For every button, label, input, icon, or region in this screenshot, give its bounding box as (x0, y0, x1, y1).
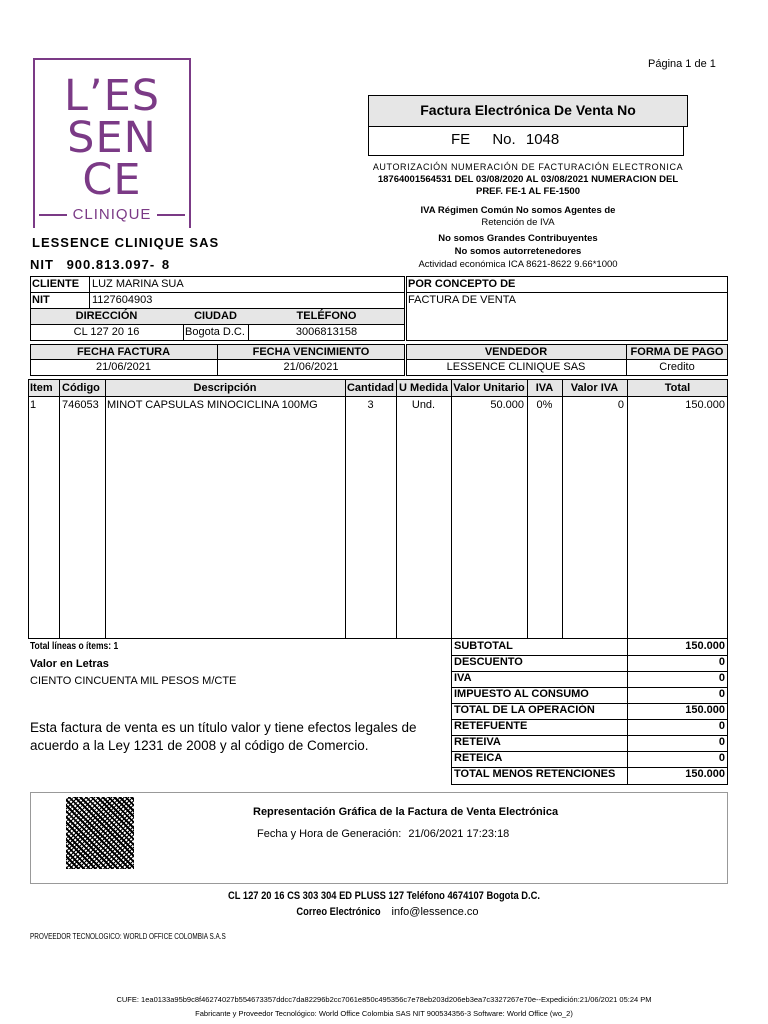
reteiva-label: RETEIVA (454, 736, 501, 748)
vendedor-label: VENDEDOR (484, 346, 548, 358)
valor-letras: CIENTO CINCUENTA MIL PESOS M/CTE (30, 675, 237, 687)
logo-line-3: CE (82, 155, 142, 205)
row-valor-iva: 0 (617, 399, 624, 411)
forma-pago-label: FORMA DE PAGO (630, 346, 724, 358)
total-operacion-label: TOTAL DE LA OPERACIÓN (454, 704, 595, 716)
col-item: Item (30, 382, 53, 394)
descuento-value: 0 (718, 656, 725, 668)
invoice-number-box (368, 126, 684, 156)
logo-clinique (33, 206, 191, 223)
cufe-line: CUFE: 1ea0133a95b9c8f46274027b554673357ddcc7da82296b2cc7061e850c495356c7e78eb203d206eb3ea7c3327267e70e--Expedición:21/06/2021 05:24 PM (116, 995, 652, 1004)
footer-address: CL 127 20 16 CS 303 304 ED PLUSS 127 Teléfono 4674107 Bogota D.C. (227, 890, 540, 902)
totals-row-reteica (452, 751, 728, 768)
totals-row-iva (452, 671, 728, 688)
reteica-value: 0 (718, 752, 725, 764)
client-nit-label: NIT (32, 294, 50, 306)
ciudad-label: CIUDAD (194, 310, 237, 322)
generation-value: 21/06/2021 17:23:18 (408, 828, 510, 840)
email-link[interactable]: info@lessence.co (391, 906, 479, 918)
row-umedida: Und. (411, 399, 436, 411)
invoice-no-value: 1048 (525, 131, 560, 148)
col-descripcion: Descripción (193, 382, 257, 394)
valor-letras-label: Valor en Letras (30, 658, 109, 670)
iva-line-2: Retención de IVA (481, 217, 555, 228)
fecha-factura-label: FECHA FACTURA (76, 346, 171, 358)
col-cantidad: Cantidad (346, 382, 395, 394)
vendedor-value: LESSENCE CLINIQUE SAS (446, 361, 586, 373)
row-valor-unitario: 50.000 (490, 399, 524, 411)
legal-line-2: acuerdo a la Ley 1231 de 2008 y al código de Comercio. (30, 738, 369, 753)
items-table (28, 379, 728, 639)
col-iva: IVA (535, 382, 554, 394)
actividad-line: Actividad económica ICA 8621-8622 9.66*1000 (418, 259, 618, 270)
invoice-no-label: No. (492, 131, 516, 148)
row-codigo: 746053 (62, 399, 99, 411)
company-name: LESSENCE CLINIQUE SAS (32, 235, 220, 250)
fecha-venc-value: 21/06/2021 (283, 361, 339, 373)
total-menos-retenciones-value: 150.000 (685, 768, 725, 780)
row-iva: 0% (536, 399, 553, 411)
direccion-label: DIRECCIÓN (75, 310, 138, 322)
invoice-prefix: FE (451, 131, 471, 148)
forma-pago-value: Credito (659, 361, 695, 373)
client-nit-value: 1127604903 (92, 294, 153, 306)
generation-datetime (257, 828, 509, 840)
col-total: Total (664, 382, 691, 394)
retefuente-value: 0 (718, 720, 725, 732)
totals-row-reteiva (452, 735, 728, 752)
auth-line-1: AUTORIZACIÓN NUMERACIÓN DE FACTURACIÓN ELECTRONICA (372, 162, 684, 172)
telefono-label: TELÉFONO (296, 310, 357, 322)
descuento-label: DESCUENTO (454, 656, 523, 668)
cliente-value: LUZ MARINA SUA (92, 278, 184, 290)
concepto-value: FACTURA DE VENTA (408, 294, 516, 306)
company-nit-value: 900.813.097- (66, 257, 156, 272)
footer-email (0, 906, 768, 918)
generation-label: Fecha y Hora de Generación: (257, 828, 402, 840)
col-valor-unitario: Valor Unitario (453, 382, 525, 394)
page-number: Página 1 de 1 (648, 58, 716, 70)
contrib-line-1: No somos Grandes Contribuyentes (438, 233, 598, 244)
invoice-number (451, 131, 559, 148)
company-logo (33, 58, 191, 228)
logo-line-2: SEN (67, 113, 157, 163)
ciudad-value: Bogota D.C. (185, 326, 245, 338)
telefono-value: 3006813158 (295, 326, 358, 338)
subtotal-label: SUBTOTAL (454, 640, 513, 652)
impuesto-consumo-label: IMPUESTO AL CONSUMO (454, 688, 589, 700)
col-codigo: Código (62, 382, 100, 394)
qr-code (66, 797, 134, 869)
fabricante-line: Fabricante y Proveedor Tecnológico: World Office Colombia SAS NIT 900534356-3 Software: World Office (wo_2) (195, 1009, 573, 1018)
subtotal-value: 150.000 (685, 640, 725, 652)
auth-line-3: PREF. FE-1 AL FE-1500 (475, 186, 580, 197)
totals-row-impuesto-consumo (452, 687, 728, 704)
contrib-line-2: No somos autorretenedores (454, 246, 582, 257)
invoice-title-box (368, 95, 688, 127)
logo-clinique-text: CLINIQUE (72, 206, 152, 223)
iva-line-1: IVA Régimen Común No somos Agentes de (420, 205, 616, 216)
totals-row-subtotal (452, 639, 728, 656)
total-menos-retenciones-label: TOTAL MENOS RETENCIONES (454, 768, 616, 780)
row-item: 1 (30, 399, 37, 411)
totals-row-retefuente (452, 719, 728, 736)
row-descripcion: MINOT CAPSULAS MINOCICLINA 100MG (107, 399, 318, 411)
row-cantidad: 3 (367, 399, 374, 411)
impuesto-consumo-value: 0 (718, 688, 725, 700)
representation-title: Representación Gráfica de la Factura de Venta Electrónica (253, 806, 559, 818)
total-lines: Total líneas o ítems: 1 (30, 641, 119, 652)
company-nit-dv: 8 (161, 257, 171, 272)
retefuente-label: RETEFUENTE (454, 720, 528, 732)
invoice-title: Factura Electrónica De Venta No (420, 102, 636, 118)
direccion-value: CL 127 20 16 (73, 326, 140, 338)
fecha-factura-value: 21/06/2021 (95, 361, 152, 373)
col-valor-iva: Valor IVA (570, 382, 619, 394)
logo-line-1: L’ES (63, 71, 161, 121)
total-operacion-value: 150.000 (685, 704, 725, 716)
legal-line-1: Esta factura de venta es un título valor y tiene efectos legales de (30, 720, 417, 735)
reteica-label: RETEICA (454, 752, 503, 764)
fecha-venc-label: FECHA VENCIMIENTO (252, 346, 370, 358)
totals-row-total-menos-retenciones (452, 767, 728, 783)
auth-line-2: 18764001564531 DEL 03/08/2020 AL 03/08/2021 NUMERACION DEL (377, 174, 679, 185)
cliente-label: CLIENTE (32, 278, 80, 290)
iva-total-label: IVA (454, 672, 472, 684)
company-nit (30, 257, 170, 272)
row-total: 150.000 (685, 399, 725, 411)
iva-total-value: 0 (718, 672, 725, 684)
col-umedida: U Medida (399, 382, 448, 394)
proveedor-tecnologico: PROVEEDOR TECNOLOGICO: WORLD OFFICE COLOMBIA S.A.S (30, 932, 226, 941)
company-nit-label: NIT (30, 257, 54, 272)
totals-row-descuento (452, 655, 728, 672)
email-label: Correo Electrónico (296, 906, 382, 918)
concepto-label: POR CONCEPTO DE (408, 278, 516, 290)
reteiva-value: 0 (718, 736, 725, 748)
totals-row-total-operacion (452, 703, 728, 720)
